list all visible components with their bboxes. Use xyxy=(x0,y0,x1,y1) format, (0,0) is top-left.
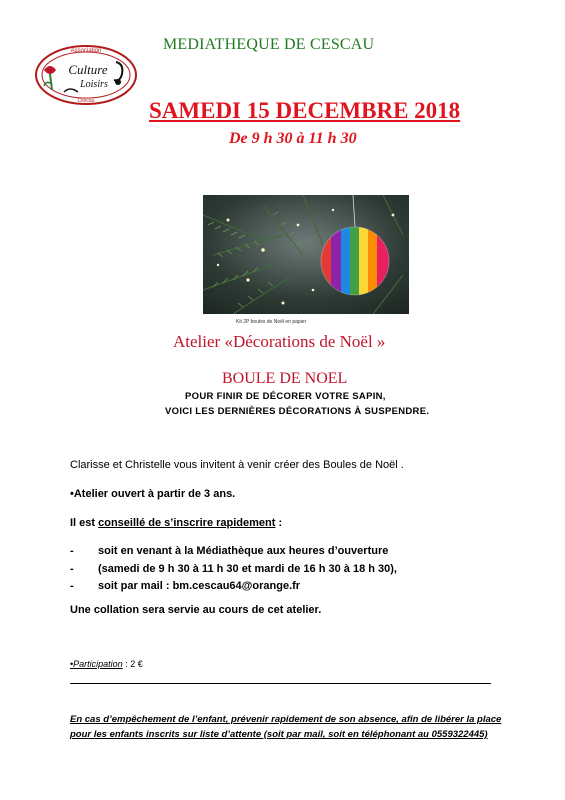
logo-top-text: Association xyxy=(70,48,102,54)
list-item xyxy=(70,580,300,592)
page-title: MEDIATHEQUE DE CESCAU xyxy=(163,36,375,53)
workshop-subtitle: BOULE DE NOEL xyxy=(222,370,348,387)
list-item xyxy=(70,545,388,557)
event-date: SAMEDI 15 DECEMBRE 2018 xyxy=(149,98,461,123)
list-dash: - xyxy=(70,580,74,592)
registration-prefix: Il est xyxy=(70,517,99,529)
logo-sub-text: Loisirs xyxy=(80,79,108,90)
registration-suffix: : xyxy=(275,517,283,529)
logo-main-text: Culture xyxy=(68,62,108,77)
tagline-line-2: VOICI LES DERNIÈRES DÉCORATIONS À SUSPENDRE. xyxy=(165,406,430,417)
participation-fee xyxy=(70,659,143,669)
registration-advice xyxy=(70,517,282,529)
collation-text: Une collation sera servie au cours de cet atelier. xyxy=(70,604,322,616)
registration-emphasis: conseillé de s’inscrire rapidement xyxy=(98,517,276,529)
divider xyxy=(70,683,491,684)
participation-label: •Participation xyxy=(70,659,123,669)
list-dash: - xyxy=(70,563,74,575)
list-item xyxy=(70,563,397,575)
list-item-text: (samedi de 9 h 30 à 11 h 30 et mardi de 16 h 30 à 18 h 30), xyxy=(98,563,397,575)
tagline-line-1: POUR FINIR DE DÉCORER VOTRE SAPIN, xyxy=(185,391,386,402)
participation-value: : 2 € xyxy=(122,659,143,669)
age-requirement-text: •Atelier ouvert à partir de 3 ans. xyxy=(70,488,236,500)
list-item-text: soit en venant à la Médiathèque aux heures d’ouverture xyxy=(98,545,389,557)
absence-notice: En cas d’empêchement de l’enfant, prévenir rapidement de son absence, afin de libérer la place pour les enfants inscrits sur liste d’attente (soit par mail, soit en téléphonant au 0559322445) xyxy=(70,714,502,740)
invite-text: Clarisse et Christelle vous invitent à venir créer des Boules de Noël . xyxy=(70,459,404,471)
list-item-text: soit par mail : bm.cescau64@orange.fr xyxy=(98,580,301,592)
photo-caption: Kit 2P boules de Noël en papier xyxy=(236,319,307,325)
christmas-ornament-photo xyxy=(203,195,409,314)
association-logo xyxy=(34,44,138,106)
workshop-title: Atelier «Décorations de Noël » xyxy=(173,332,386,351)
list-dash: - xyxy=(70,545,74,557)
logo-bottom-text: Cescau xyxy=(77,98,95,104)
event-hours: De 9 h 30 à 11 h 30 xyxy=(229,130,357,147)
